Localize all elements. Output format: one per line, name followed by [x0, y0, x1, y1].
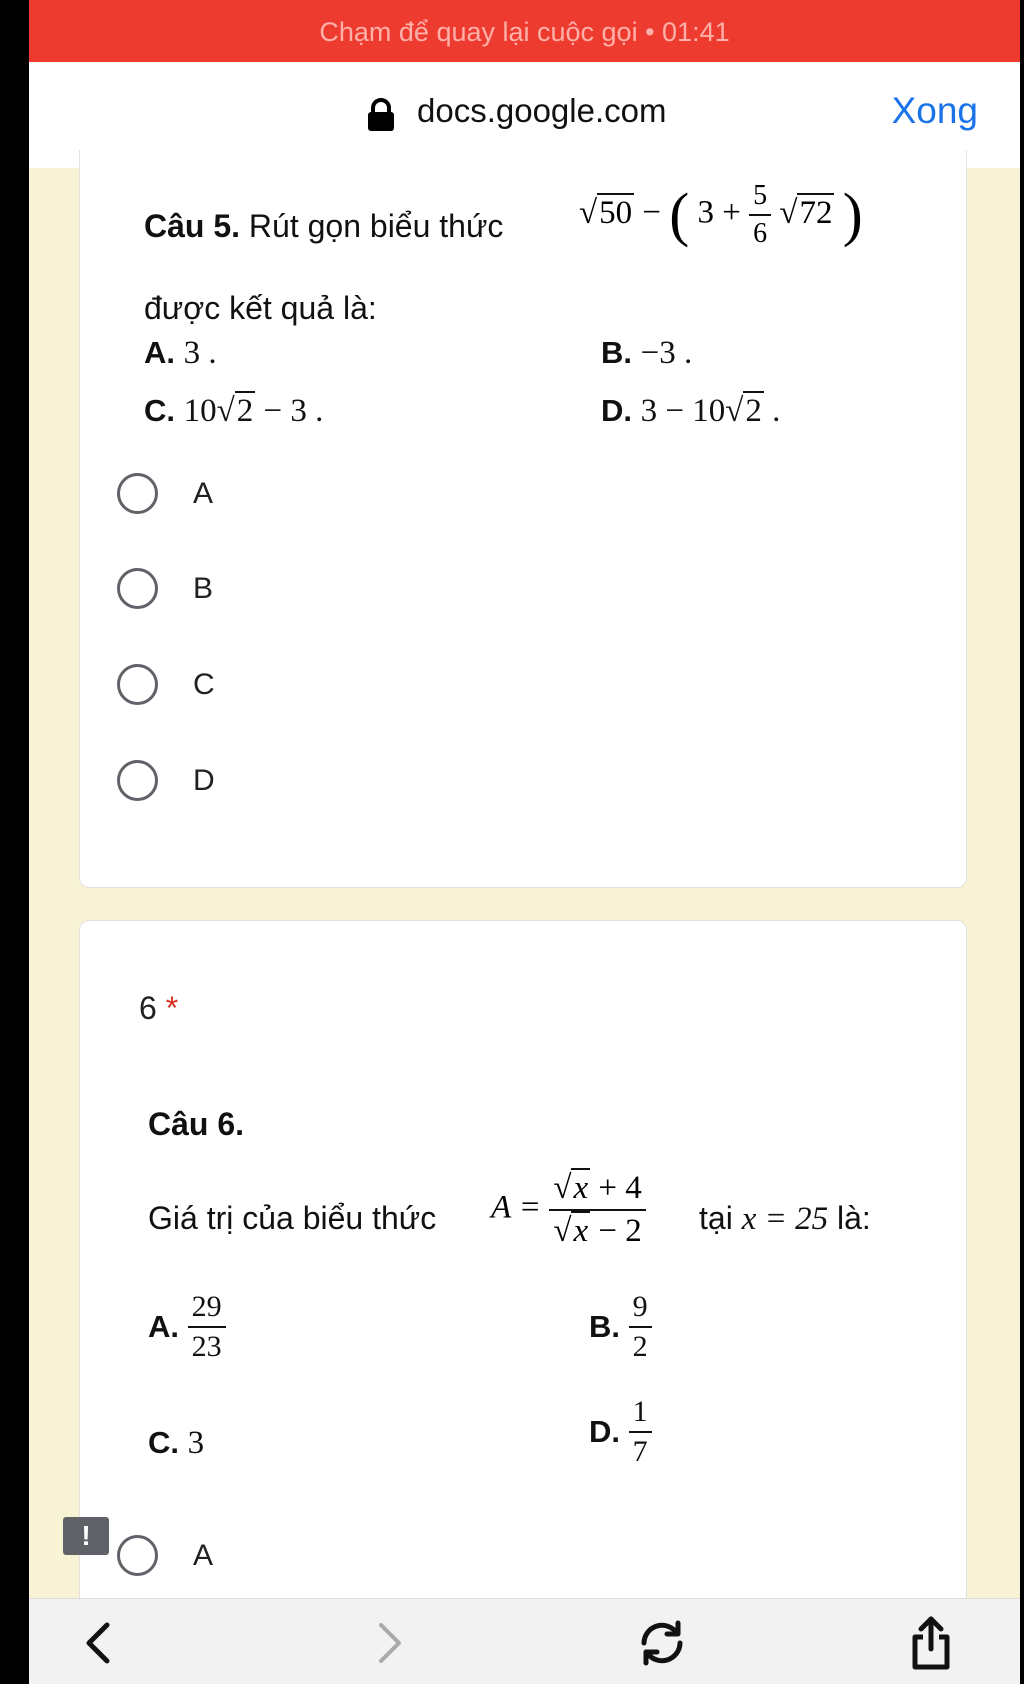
domain-label[interactable]: docs.google.com: [417, 92, 667, 129]
q6-fraction: $\frac{√x + 4}{√x - 2}$: [549, 1170, 645, 1250]
question-number: 6 *: [139, 990, 179, 1026]
q6-choice-a: A. $\frac{29}{23}$: [148, 1290, 226, 1364]
radio-button[interactable]: [117, 760, 158, 801]
lock-icon: [366, 98, 396, 132]
sqrt-72: √72: [779, 194, 833, 231]
q6-choice-c: C. 3: [148, 1425, 205, 1461]
radio-button[interactable]: [117, 568, 158, 609]
q5-prompt-end: được kết quả là:: [144, 290, 377, 326]
back-icon[interactable]: [69, 1613, 129, 1673]
q6-title: Câu 6.: [148, 1106, 245, 1142]
reload-icon[interactable]: [632, 1613, 692, 1673]
radio-button[interactable]: [117, 473, 158, 514]
q5-choice-a: A. 3 .: [144, 335, 217, 371]
q5-prompt: Rút gọn biểu thức: [248, 208, 504, 244]
browser-toolbar: [29, 1598, 1020, 1684]
required-asterisk: *: [165, 990, 179, 1026]
q6-prompt-mid: tại x = 25 là:: [699, 1200, 871, 1237]
q5-choice-c: C. 10√2 − 3 .: [144, 393, 324, 429]
q5-expression: √50 − ( 3 + $\frac{5}{6}$ √72 ): [579, 180, 863, 249]
q5-choice-d: D. 3 − 10√2 .: [601, 393, 781, 429]
radio-button[interactable]: [117, 664, 158, 705]
sqrt-50: √50: [579, 194, 633, 231]
q5-choice-b: B. −3 .: [601, 335, 693, 371]
done-button[interactable]: Xong: [891, 90, 978, 131]
radio-button[interactable]: [117, 1535, 158, 1576]
phone-screen: Chạm để quay lại cuộc gọi • 01:41 docs.google.com Xong Câu 5. Rút gọn biểu thức √50 − ( 3 + $\frac{5}{6}$ √72 ) được kết quả là: A. 3 . B. −3 . C. 10√2 − 3 . D. 3 − 10√2 . A B C D 6 * Câu 6. Giá trị của biểu thức A = $\frac{√x + 4}{√x - 2}$ tại x = 25 là: A. $\frac{29}{23}$ B. $\frac{9}{2}$ C. 3 D. $\frac{1}{7}$ ! A: [29, 0, 1020, 1684]
warning-icon: !: [63, 1517, 109, 1555]
q6-choice-b: B. $\frac{9}{2}$: [589, 1290, 652, 1364]
q6-choice-d: D. $\frac{1}{7}$: [589, 1395, 652, 1469]
forward-icon[interactable]: [359, 1613, 419, 1673]
q5-title: Câu 5.: [144, 208, 241, 244]
share-icon[interactable]: [901, 1613, 961, 1673]
q6-prompt: Giá trị của biểu thức: [148, 1200, 437, 1236]
call-banner[interactable]: Chạm để quay lại cuộc gọi • 01:41: [29, 0, 1020, 62]
q6-expression: A = $\frac{√x + 4}{√x - 2}$: [491, 1170, 646, 1250]
q5-title-line: [144, 208, 503, 245]
fraction-5-6: $\frac{5}{6}$: [749, 180, 771, 250]
